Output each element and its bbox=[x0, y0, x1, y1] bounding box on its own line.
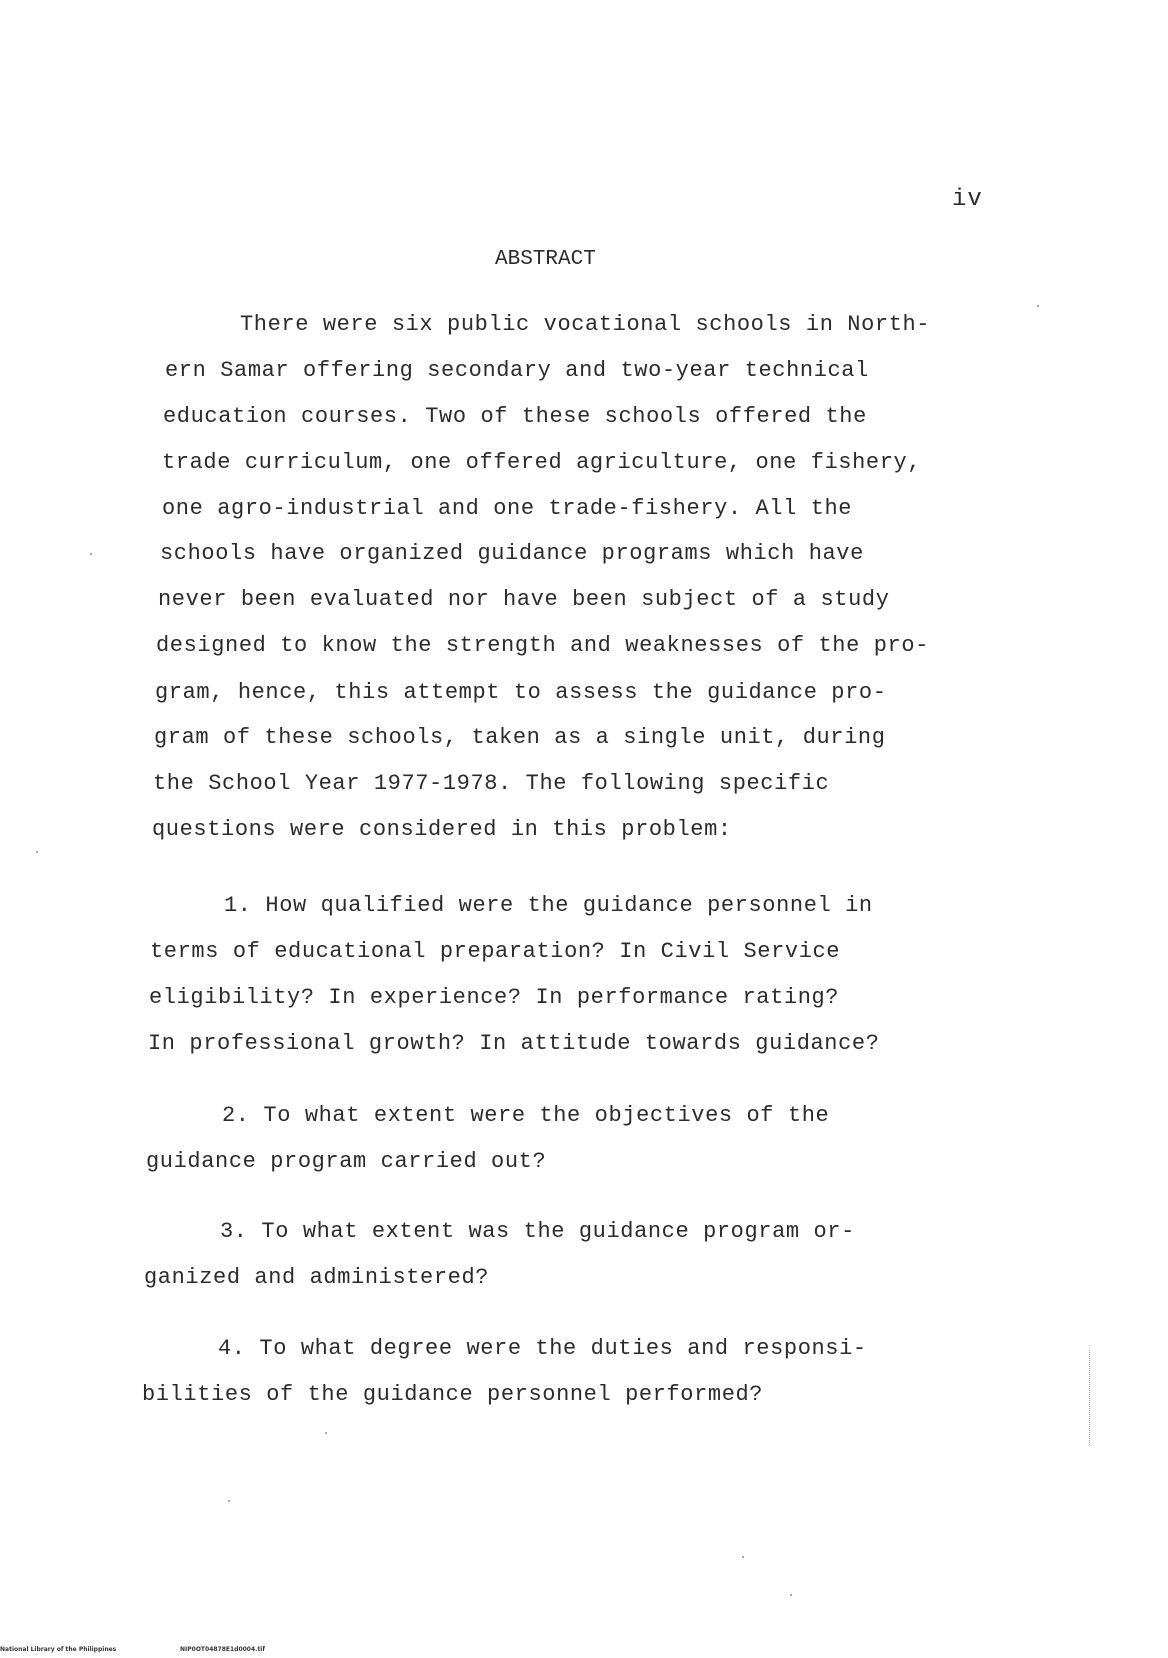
paragraph-line: designed to know the strength and weaknesses of the pro- bbox=[156, 633, 929, 658]
scan-speck bbox=[1037, 305, 1039, 307]
question-line: In professional growth? In attitude towards guidance? bbox=[148, 1031, 880, 1056]
scan-speck bbox=[742, 1556, 744, 1558]
footer-library: National Library of the Philippines bbox=[0, 1646, 117, 1653]
paragraph-line: ern Samar offering secondary and two-year technical bbox=[165, 358, 869, 383]
question-line: terms of educational preparation? In Civil Service bbox=[150, 939, 841, 964]
question-line: eligibility? In experience? In performance rating? bbox=[149, 985, 840, 1010]
paragraph-line: the School Year 1977-1978. The following specific bbox=[153, 771, 830, 796]
scan-speck bbox=[325, 1432, 327, 1434]
page-title: ABSTRACT bbox=[495, 248, 596, 271]
question-line: bilities of the guidance personnel performed? bbox=[142, 1382, 764, 1407]
paragraph-line: schools have organized guidance programs which have bbox=[160, 541, 864, 566]
page-number: iv bbox=[952, 186, 983, 213]
paragraph-line: education courses. Two of these schools offered the bbox=[163, 404, 867, 429]
paragraph-line: gram of these schools, taken as a single unit, during bbox=[154, 725, 886, 750]
question-line: guidance program carried out? bbox=[146, 1149, 547, 1174]
footer-file-id: NIP0OT04878E1d0004.tif bbox=[180, 1646, 265, 1653]
question-line: 2. To what extent were the objectives of the bbox=[222, 1103, 830, 1128]
paragraph-line: trade curriculum, one offered agriculture, one fishery, bbox=[162, 450, 922, 475]
paragraph-line: questions were considered in this problem: bbox=[152, 817, 732, 842]
paragraph-line: There were six public vocational schools in North- bbox=[240, 312, 931, 337]
paragraph-line: gram, hence, this attempt to assess the guidance pro- bbox=[155, 680, 887, 705]
question-line: 1. How qualified were the guidance personnel in bbox=[224, 893, 873, 918]
scan-edge-mark bbox=[1089, 1350, 1091, 1445]
scan-speck bbox=[790, 1594, 792, 1596]
scan-speck bbox=[228, 1500, 230, 1502]
scan-speck bbox=[90, 553, 92, 555]
question-line: 3. To what extent was the guidance program or- bbox=[220, 1219, 855, 1244]
paragraph-line: one agro-industrial and one trade-fishery. All the bbox=[162, 496, 853, 521]
question-line: ganized and administered? bbox=[144, 1265, 490, 1290]
question-line: 4. To what degree were the duties and responsi- bbox=[218, 1336, 867, 1361]
scan-speck bbox=[36, 851, 38, 853]
paragraph-line: never been evaluated nor have been subject of a study bbox=[158, 587, 890, 612]
